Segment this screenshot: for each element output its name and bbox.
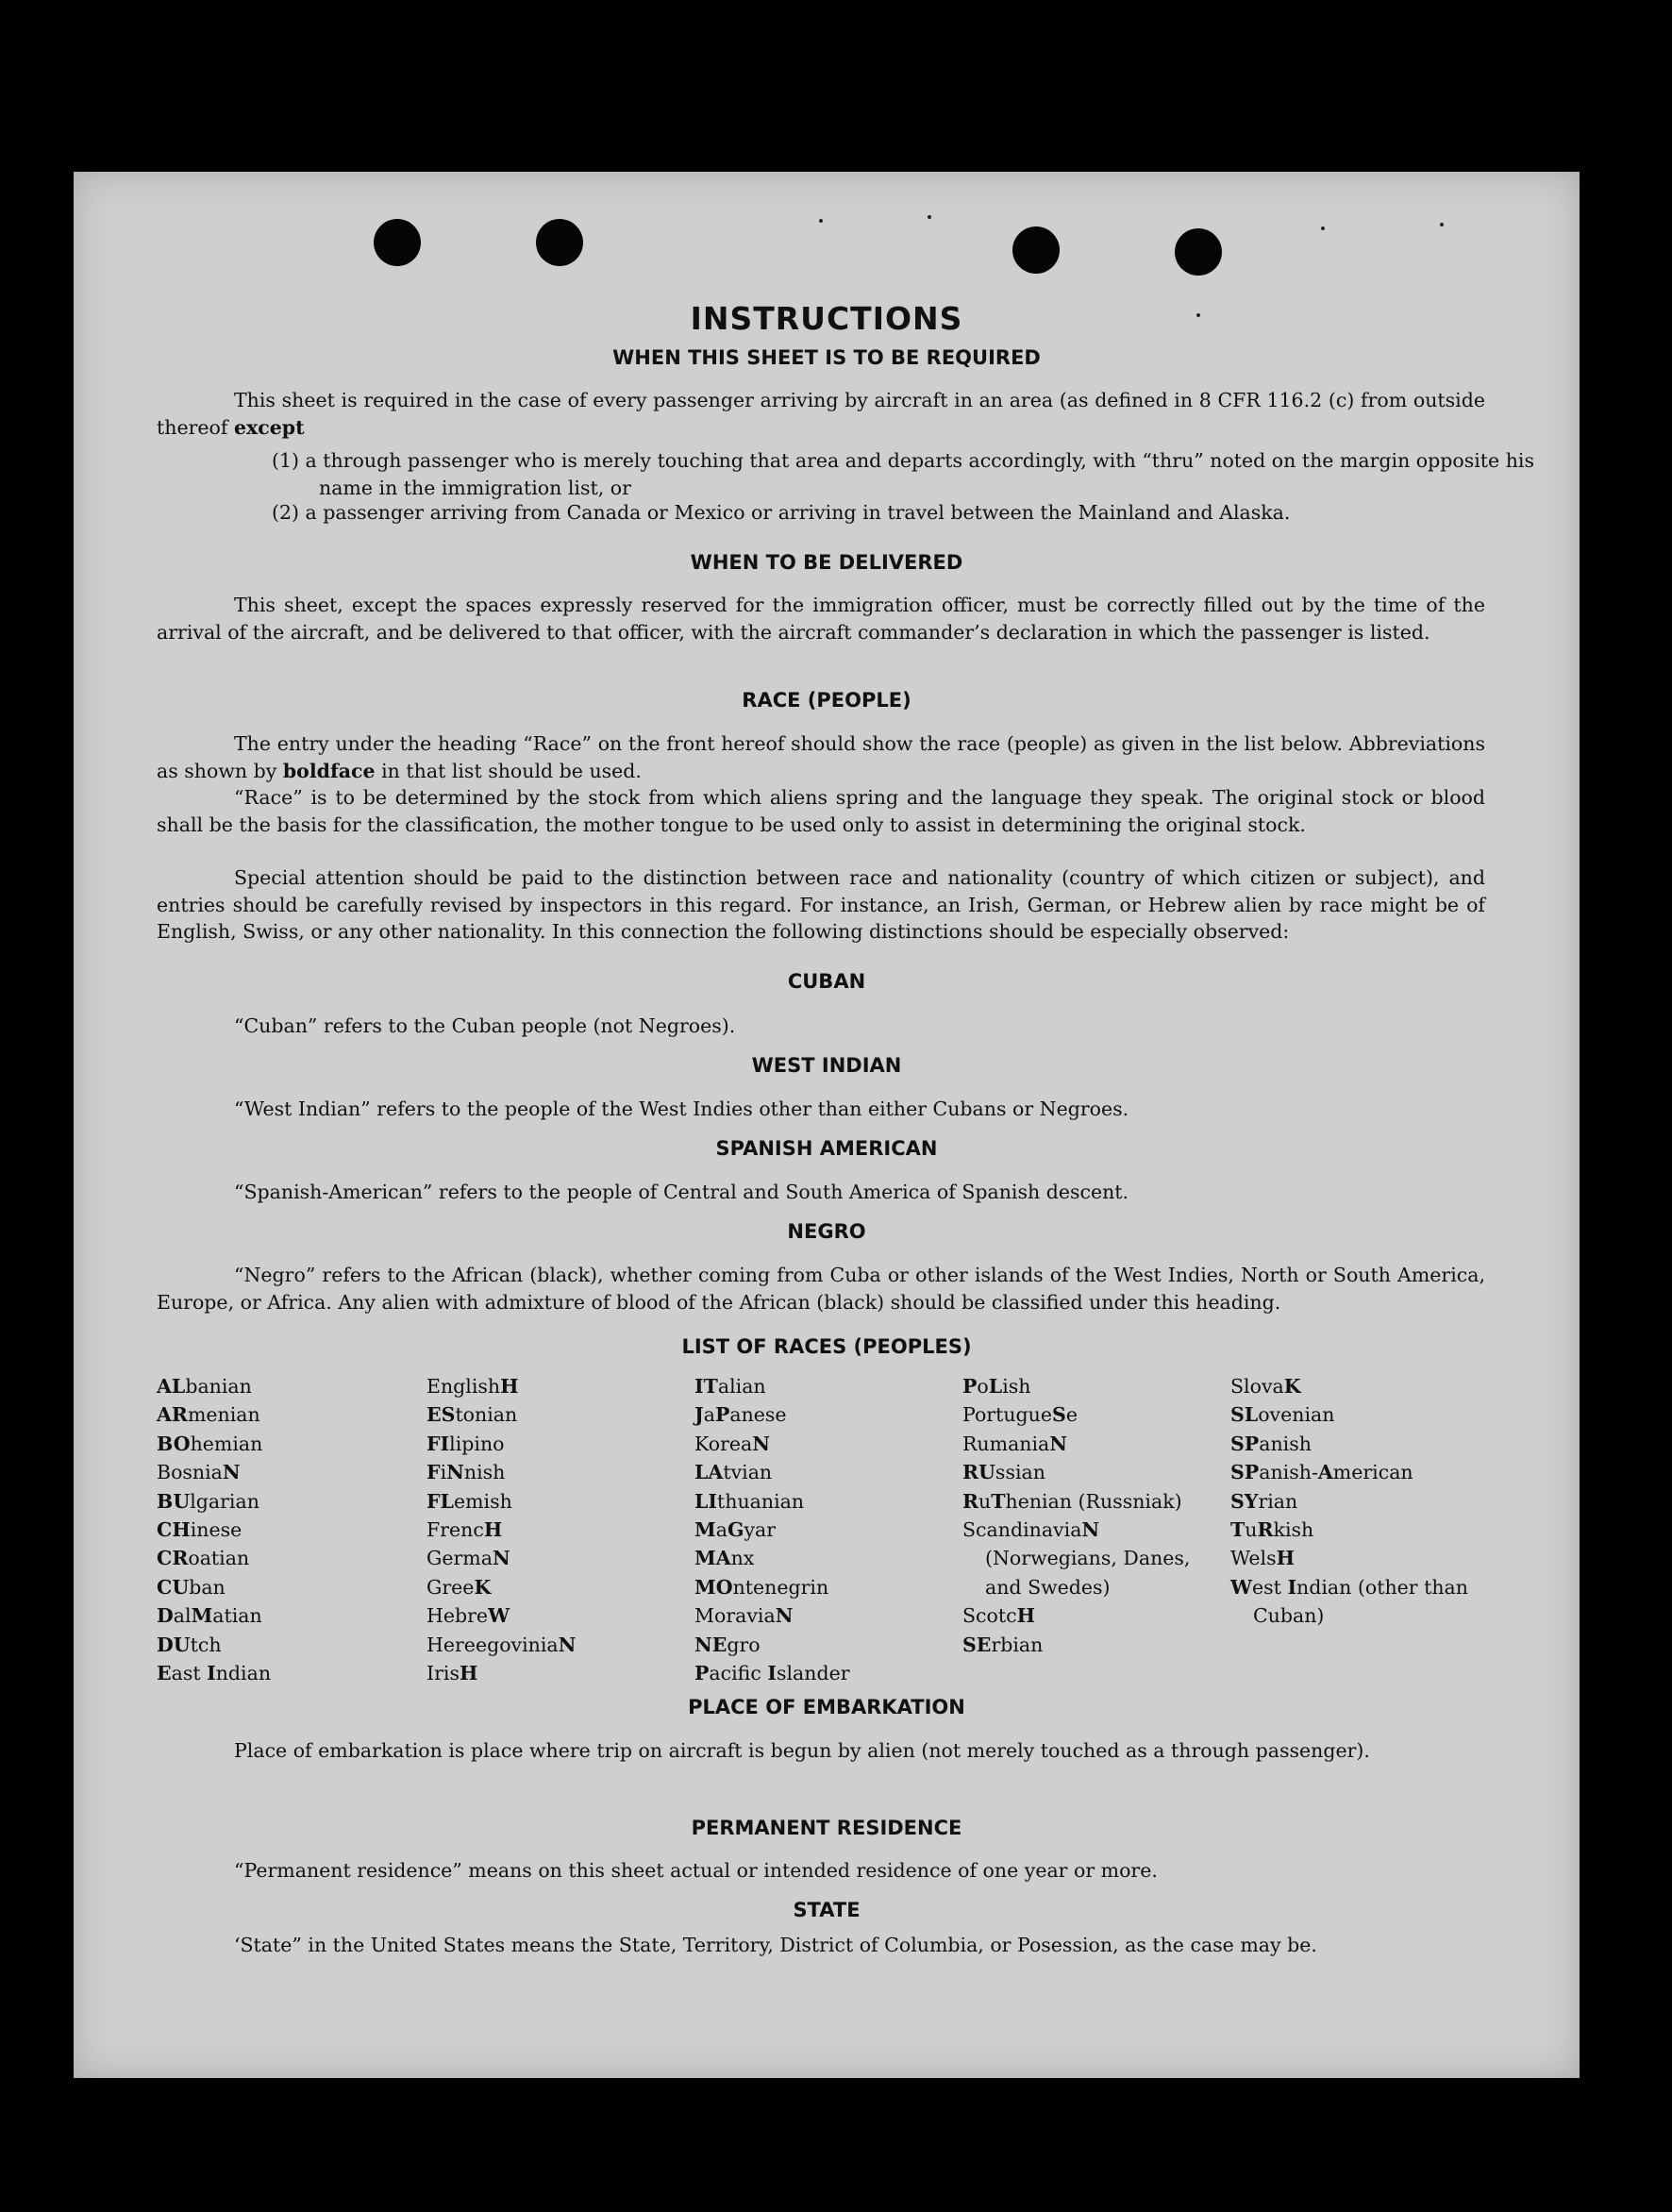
race-abbreviation: K [474,1575,492,1599]
race-entry [426,1659,681,1687]
race-text: Hereegovinia [426,1633,559,1656]
race-text: a [703,1403,715,1427]
race-abbreviation: IT [694,1375,718,1398]
race-entry [694,1372,949,1400]
heading-list-of-races: LIST OF RACES (PEOPLES) [681,1335,972,1358]
race-text: ast [171,1662,208,1685]
speck [1440,223,1444,226]
race-abbreviation: P [714,1403,730,1427]
race-text: gro [727,1633,761,1656]
race-abbreviation: N [222,1461,241,1484]
race-abbreviation: AL [157,1375,186,1398]
race-text: yar [744,1518,777,1542]
cuban-text: “Cuban” refers to the Cuban people (not Negroes). [234,1014,736,1037]
race-abbreviation: FI [426,1432,450,1455]
spanish-american-text: “Spanish-American” refers to the people of Central and South America of Spanish descent. [234,1181,1129,1203]
race-abbreviation: N [1081,1518,1100,1542]
race-entry [694,1631,949,1659]
race-abbreviation: S [1052,1403,1066,1427]
state-text: ‘State” in the United States means the State, Territory, District of Columbia, or Posession, as the case may be. [234,1934,1317,1956]
race-entry [157,1544,411,1572]
race-text: lgarian [190,1489,259,1513]
race-abbreviation: P [962,1375,978,1398]
race-abbreviation: H [459,1662,478,1685]
race-abbreviation: N [558,1633,577,1656]
race-text: menian [187,1403,260,1427]
race-column [694,1372,949,1687]
race-text: ntenegrin [732,1575,829,1599]
instruction-sheet [74,172,1580,2078]
race-column [426,1372,681,1687]
race-abbreviation: SY [1230,1489,1259,1513]
race-entry [694,1458,949,1486]
race-abbreviation: R [962,1489,979,1513]
race-abbreviation: I [1287,1575,1297,1599]
race-abbreviation: CR [157,1547,189,1570]
heading-race: RACE (PEOPLE) [742,689,911,712]
race-abbreviation: RU [962,1461,995,1484]
race-text: inese [190,1518,242,1542]
race-text: thuanian [717,1489,805,1513]
race-abbreviation: N [752,1432,771,1455]
race-text: slander [776,1662,850,1685]
race-text: lipino [449,1432,505,1455]
race-abbreviation: L [988,1375,1003,1398]
race-text: ndian [215,1662,272,1685]
race-entry [1230,1372,1504,1400]
race-entry [962,1430,1217,1458]
race-abbreviation: H [483,1518,503,1542]
race-abbreviation: M [191,1604,213,1628]
race-paragraph-1: The entry under the heading “Race” on the front hereof should show the race (people) as given in the list below. Abbreviations as shown by boldface in that list should be used. [157,732,1485,782]
race-entry [426,1631,681,1659]
race-abbreviation: W [1230,1575,1253,1599]
race-text: Scotc [962,1604,1017,1628]
race-text: Hebre [426,1604,489,1628]
race-entry [426,1487,681,1516]
race-entry [157,1400,411,1429]
race-text: merican [1332,1461,1413,1484]
heading-when-delivered: WHEN TO BE DELIVERED [690,551,963,574]
page-title: INSTRUCTIONS [690,300,963,337]
race-entry [694,1400,949,1429]
race-abbreviation: M [694,1518,716,1542]
race-text: (Norwegians, Danes, and Swedes) [985,1547,1191,1599]
race-abbreviation: R [1257,1518,1274,1542]
race-entry [426,1516,681,1544]
race-column [962,1372,1217,1659]
race-text: o [977,1375,989,1398]
race-text: oatian [188,1547,250,1570]
race-text: henian (Russniak) [1005,1489,1182,1513]
race-entry [157,1372,411,1400]
race-text: hemian [190,1432,263,1455]
race-abbreviation: NE [694,1633,727,1656]
race-text: Gree [426,1575,475,1599]
race-entry [694,1573,949,1601]
race-abbreviation: T [1230,1518,1246,1542]
race-entry [157,1458,411,1486]
when-delivered-text: This sheet, except the spaces expressly reserved for the immigration officer, must be correctly filled out by the time of the arrival of the aircraft, and be delivered to that officer, with the aircraft commander’s declaration in which the passenger is listed. [157,594,1485,644]
race-entry [1230,1400,1504,1429]
race-entry [157,1430,411,1458]
race-text: anish- [1259,1461,1318,1484]
race-text: Iris [426,1662,460,1685]
race-entry [426,1430,681,1458]
race-paragraph-2: “Race” is to be determined by the stock from which aliens spring and the language they speak. The original stock or blood shall be the basis for the classification, the mother tongue to be used only to assist in determining the original stock. [157,786,1485,836]
race-text: Portugue [962,1403,1053,1427]
race-text: Korea [694,1432,753,1455]
race-abbreviation: MO [694,1575,733,1599]
race-abbreviation: ES [426,1403,456,1427]
race-text: est [1252,1575,1288,1599]
race-entry [962,1458,1217,1486]
speck [928,215,931,219]
race-text: u [1245,1518,1258,1542]
race-entry [1230,1430,1504,1458]
residence-text: “Permanent residence” means on this sheet actual or intended residence of one year or more. [234,1859,1158,1882]
race-text: anish [1259,1432,1312,1455]
race-text: al [173,1604,192,1628]
race-entry [157,1601,411,1630]
heading-spanish-american: SPANISH AMERICAN [715,1137,938,1160]
race-entry [694,1659,949,1687]
race-text: English [426,1375,501,1398]
race-entry [694,1601,949,1630]
race-abbreviation: A [1317,1461,1333,1484]
race-text: rian [1258,1489,1298,1513]
race-abbreviation: H [500,1375,519,1398]
race-column [1230,1372,1504,1631]
heading-when-required: WHEN THIS SHEET IS TO BE REQUIRED [612,346,1041,369]
race-entry [694,1544,949,1572]
race-text: acific [709,1662,768,1685]
race-abbreviation: T [991,1489,1006,1513]
race-text: ovenian [1258,1403,1335,1427]
negro-text: “Negro” refers to the African (black), whether coming from Cuba or other islands of the West Indies, North or South America, Europe, or Africa. Any alien with admixture of blood of the African (black) should be classified under this heading. [157,1264,1485,1314]
punch-hole [374,219,421,266]
race-entry [962,1631,1217,1659]
race-entry [1230,1458,1504,1486]
race-text: rbian [991,1633,1044,1656]
race-entry [962,1601,1217,1630]
race-text: tch [190,1633,222,1656]
race-text: anese [729,1403,787,1427]
race-entry [426,1400,681,1429]
race-abbreviation: J [694,1403,704,1427]
race-entry [426,1573,681,1601]
race-text: emish [453,1489,512,1513]
race-abbreviation: LA [694,1461,724,1484]
west-indian-text: “West Indian” refers to the people of the West Indies other than either Cubans or Negroes. [234,1098,1129,1120]
race-text: tvian [723,1461,773,1484]
race-entry [694,1430,949,1458]
punch-hole [1012,226,1060,274]
race-paragraph-3: Special attention should be paid to the distinction between race and nationality (country of which citizen or subject), and entries should be carefully revised by inspectors in this regard. For instance, an Irish, German, or Hebrew alien by race might be of English, Swiss, or any other nationality. In this connection the following distinctions should be especially observed: [157,866,1485,943]
race-text: Rumania [962,1432,1050,1455]
race-abbreviation: CH [157,1518,191,1542]
race-entry [1230,1516,1504,1544]
when-required-intro: This sheet is required in the case of every passenger arriving by aircraft in an area (as defined in 8 CFR 116.2 (c) from outside thereof except [157,389,1485,439]
race-abbreviation: MA [694,1547,731,1570]
race-column [157,1372,411,1687]
race-text: banian [185,1375,252,1398]
race-entry [426,1601,681,1630]
race-entry [1230,1487,1504,1516]
race-abbreviation: H [1016,1604,1035,1628]
race-entry [694,1516,949,1544]
race-text: Germa [426,1547,493,1570]
race-text: u [978,1489,992,1513]
race-entry [157,1659,411,1687]
race-entry [157,1631,411,1659]
race-text: atian [212,1604,262,1628]
race-abbreviation: E [157,1662,172,1685]
race-entry [426,1458,681,1486]
exception-item-1: (1) a through passenger who is merely touching that area and departs accordingly, with “thru” noted on the margin opposite his name in the immigration list, or [272,449,1534,499]
race-entry [962,1516,1217,1601]
race-abbreviation: SP [1230,1432,1260,1455]
speck [1321,226,1325,230]
punch-hole [1175,228,1222,276]
race-abbreviation: FL [426,1489,454,1513]
race-entry [426,1544,681,1572]
heading-west-indian: WEST INDIAN [751,1054,902,1077]
heading-cuban: CUBAN [787,970,866,993]
heading-permanent-residence: PERMANENT RESIDENCE [691,1817,962,1839]
race-text: ish [1002,1375,1031,1398]
race-list [157,1372,1515,1693]
race-entry [694,1487,949,1516]
race-abbreviation: CU [157,1575,190,1599]
punch-hole [536,219,583,266]
race-entry [962,1487,1217,1516]
race-abbreviation: P [694,1662,710,1685]
race-text: nx [730,1547,755,1570]
race-abbreviation: H [1276,1547,1295,1570]
embarkation-text: Place of embarkation is place where trip on aircraft is begun by alien (not merely touched as a through passenger). [234,1739,1370,1762]
race-abbreviation: BO [157,1432,191,1455]
race-text: Bosnia [157,1461,223,1484]
race-entry [157,1573,411,1601]
speck [819,219,823,223]
race-abbreviation: SP [1230,1461,1260,1484]
race-text: ban [189,1575,226,1599]
heading-embarkation: PLACE OF EMBARKATION [688,1696,965,1718]
race-text: a [715,1518,727,1542]
race-abbreviation: LI [694,1489,718,1513]
race-text: e [1065,1403,1078,1427]
exception-item-2: (2) a passenger arriving from Canada or Mexico or arriving in travel between the Mainland and Alaska. [272,501,1291,524]
race-abbreviation: I [207,1662,216,1685]
heading-negro: NEGRO [787,1220,866,1243]
race-entry [962,1400,1217,1429]
race-text: Moravia [694,1604,776,1628]
race-abbreviation: AR [157,1403,188,1427]
race-entry [1230,1544,1504,1572]
race-abbreviation: I [767,1662,777,1685]
race-text: ndian (other than Cuban) [1253,1575,1468,1628]
race-text: ssian [995,1461,1045,1484]
race-abbreviation: BU [157,1489,191,1513]
race-text: Frenc [426,1518,484,1542]
race-text: i [440,1461,447,1484]
race-abbreviation: D [157,1604,174,1628]
heading-state: STATE [793,1899,861,1921]
race-entry [426,1372,681,1400]
race-text: Wels [1230,1547,1277,1570]
race-abbreviation: N [1049,1432,1068,1455]
race-abbreviation: F [426,1461,441,1484]
race-abbreviation: N [446,1461,464,1484]
race-abbreviation: G [727,1518,744,1542]
race-abbreviation: N [775,1604,794,1628]
race-text: Scandinavia [962,1518,1082,1542]
race-abbreviation: SE [962,1633,992,1656]
race-text: Slova [1230,1375,1284,1398]
race-abbreviation: N [492,1547,510,1570]
race-entry [157,1487,411,1516]
race-entry [962,1372,1217,1400]
race-abbreviation: SL [1230,1403,1259,1427]
race-abbreviation: K [1283,1375,1301,1398]
race-entry [1230,1573,1504,1631]
race-abbreviation: DU [157,1633,191,1656]
race-text: nish [463,1461,506,1484]
race-entry [157,1516,411,1544]
race-text: alian [717,1375,766,1398]
race-abbreviation: W [488,1604,510,1628]
race-text: tonian [455,1403,518,1427]
race-text: kish [1273,1518,1314,1542]
